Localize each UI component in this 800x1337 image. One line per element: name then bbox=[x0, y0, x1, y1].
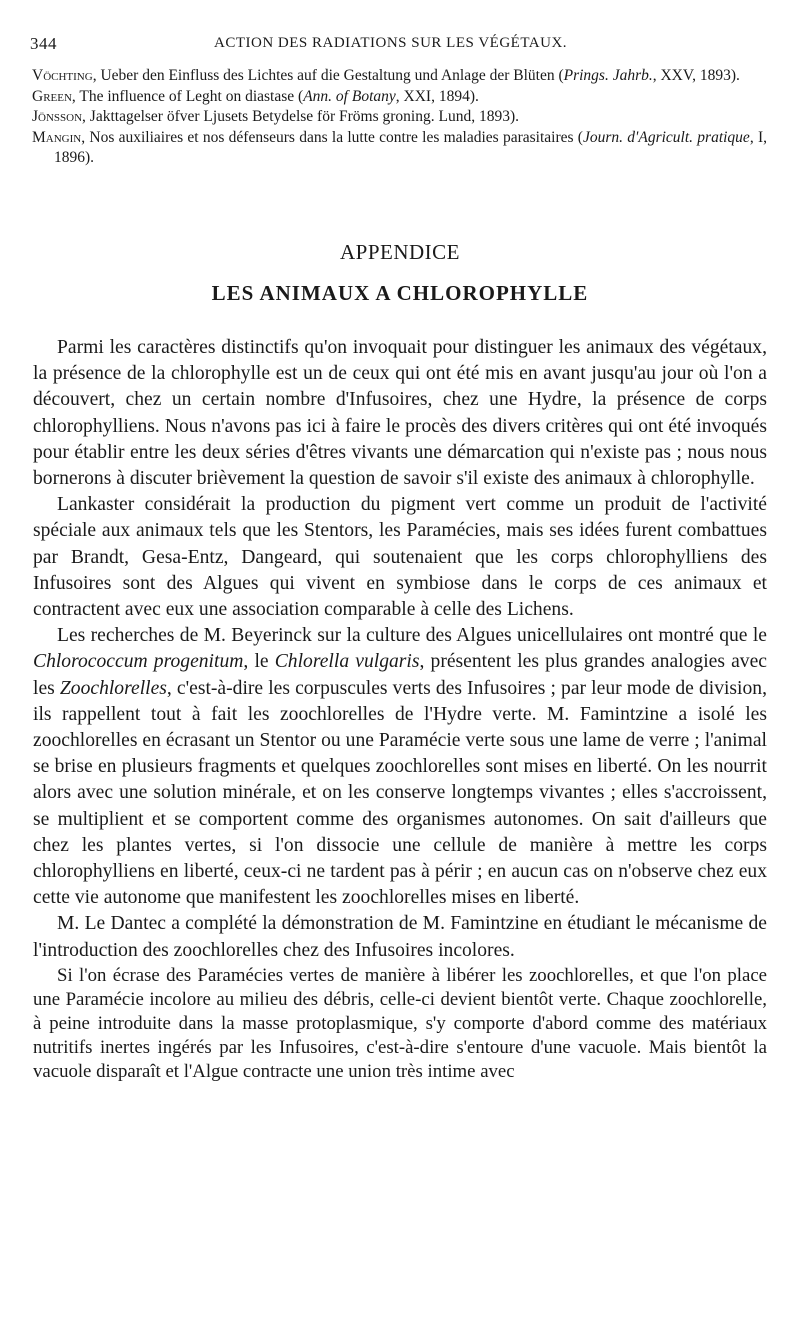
paragraph-3: Les recherches de M. Beyerinck sur la culture des Algues unicellulaires ont montré que le Chlorococcum progenitum, le Chlorella vulgaris, présentent les plus grandes analogies avec les Zoochlorelles, c'est-à-dire les corpuscules verts des Infusoires ; par leur mode de division, ils rappellent tout à fait les zoochlorelles de l'Hydre verte. M. Famintzine a isolé les zoochlorelles en écrasant un Stentor ou une Paramécie verte sous une lame de verre ; l'animal se brise en plusieurs fragments et quelques zoochlorelles sont mises en liberté. On les nourrit alors avec une solution minérale, et on les conserve longtemps vivantes ; elles s'accroissent, se multiplient et se comportent comme des organismes autonomes. On sait d'ailleurs que chez les plantes vertes, si l'on dissocie une cellule de manière à mettre les corps chlorophylliens en liberté, ceux-ci ne tardent pas à périr ; en aucun cas on n'observe chez eux cette vie autonome que manifestent les zoochlorelles mises en liberté. bbox=[33, 625, 768, 909]
paragraph-1: Parmi les caractères distinctifs qu'on invoquait pour distinguer les animaux des végétaux, la présence de la chlorophylle est un de ceux qui ont été mis en avant jusqu'au jour où l'on a découvert, chez un certain nombre d'Infusoires, chez une Hydre, la présence de corps chlorophylliens. Nous n'avons pas ici à faire le procès des divers critères qui ont été invoqués pour établir entre les deux séries d'êtres vivants une démarcation qui n'existe pas ; nous nous bornerons à discuter brièvement la question de savoir s'il existe des animaux à chlorophylle. bbox=[33, 337, 767, 490]
reference-entry: Green, The influence of Leght on diastase (Ann. of Botany, XXI, 1894). bbox=[32, 87, 479, 105]
reference-author: Green bbox=[32, 87, 72, 105]
paragraph-2: Lankaster considérait la production du pigment vert comme un produit de l'activité spéciale aux animaux tels que les Stentors, les Paramécies, mais ses idées furent combattues par Brandt, Gesa-Entz, Dangeard, qui soutenaient que les corps chlorophylliens des Infusoires sont des Algues qui vivent en symbiose dans le corps de ces animaux et contractent avec eux une association comparable à celle des Lichens. bbox=[33, 494, 767, 621]
paragraph-5: Si l'on écrase des Paramécies vertes de manière à libérer les zoochlorelles, et que l'on place une Paramécie incolore au milieu des débris, celle-ci devient bientôt verte. Chaque zoochlorelle, à peine introduite dans la masse protoplasmique, s'y comporte d'abord comme des matériaux nutritifs inertes ingérés par les Infusoires, c'est-à-dire s'entoure d'une vacuole. Mais bientôt la vacuole disparaît et l'Algue contracte une union très intime avec bbox=[33, 964, 767, 1082]
species-name: Chlorococcum progenitum bbox=[33, 651, 244, 673]
section-title: APPENDICE bbox=[339, 240, 460, 264]
body-text bbox=[33, 335, 767, 1084]
reference-author: Jönsson bbox=[32, 108, 83, 125]
section-subtitle: LES ANIMAUX A CHLOROPHYLLE bbox=[211, 281, 589, 305]
bibliography bbox=[32, 66, 767, 169]
reference-entry: Jönsson, Jakttagelser öfver Ljusets Betydelse för Fröms groning. Lund, 1893). bbox=[32, 108, 519, 125]
page-number: 344 bbox=[30, 34, 57, 53]
reference-entry: Mangin, Nos auxiliaires et nos défenseurs dans la lutte contre les maladies parasitaires (Journ. d'Agricult. pratique, I, 1896). bbox=[32, 128, 767, 166]
species-name: Chlorella vulgaris bbox=[274, 651, 420, 673]
reference-author: Vöchting bbox=[32, 67, 93, 84]
reference-entry: Vöchting, Ueber den Einfluss des Lichtes auf die Gestaltung und Anlage der Blüten (Prings. Jahrb., XXV, 1893). bbox=[32, 67, 740, 84]
running-title: ACTION DES RADIATIONS SUR LES VÉGÉTAUX. bbox=[214, 35, 568, 51]
reference-author: Mangin bbox=[32, 128, 82, 146]
species-name: Zoochlorelles bbox=[59, 677, 167, 699]
paragraph-4: M. Le Dantec a complété la démonstration de M. Famintzine en étudiant le mécanisme de l'introduction des zoochlorelles chez des Infusoires incolores. bbox=[33, 913, 767, 961]
